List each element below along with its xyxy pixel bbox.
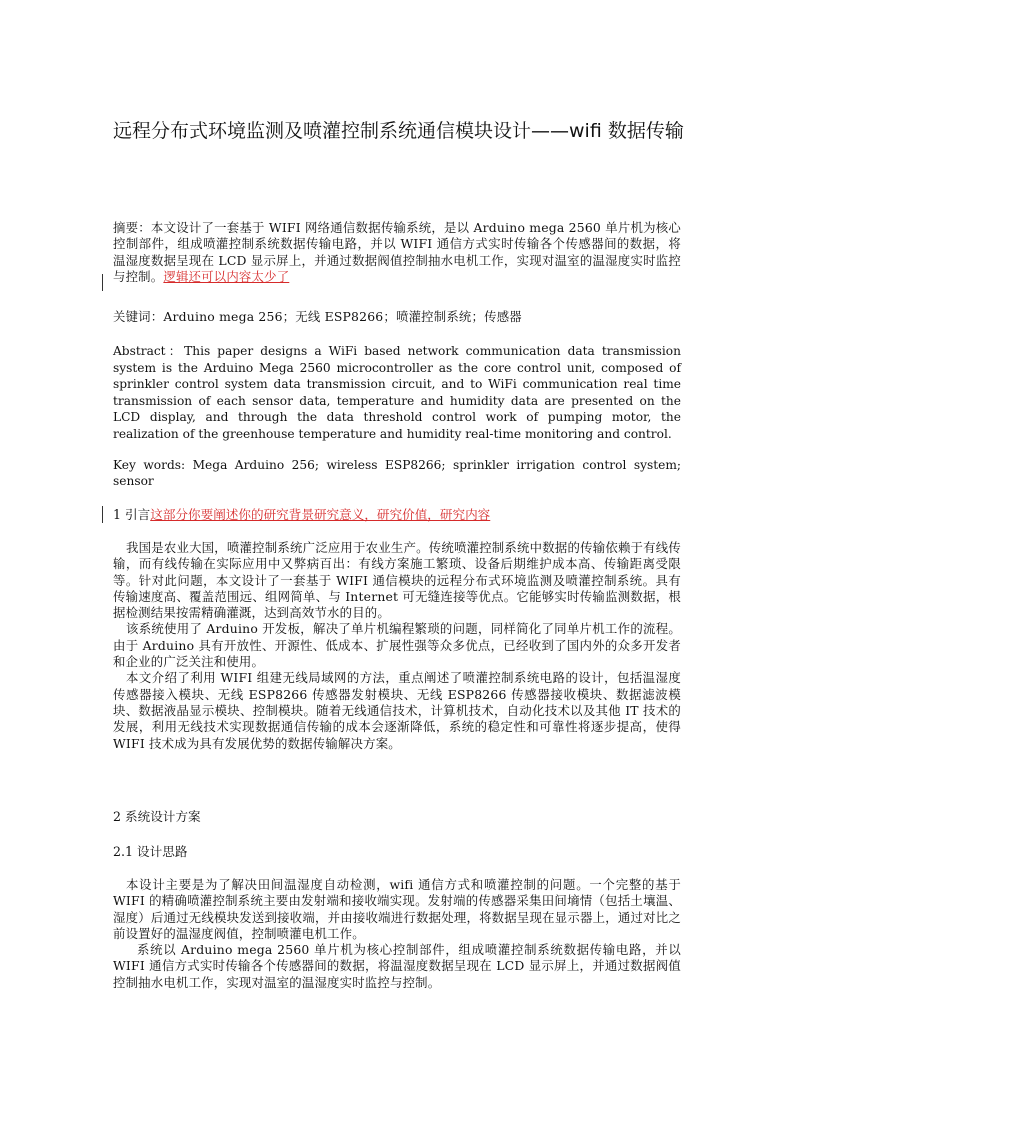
review-comment[interactable]: 这部分你要阐述你的研究背景研究意义，研究价值，研究内容 — [150, 507, 491, 522]
abstract-en: Abstract：This paper designs a WiFi based network communication data transmission system is the Arduino Mega 2560 microcontroller as the core control unit, composed of sprinkler control system data transmission circuit, and to WiFi communication real time transmission of each sensor data, temperature and humidity data are presented on the LCD display, and through the data threshold control work of pumping motor, the realization of the greenhouse temperature and humidity real-time monitoring and control. — [113, 344, 681, 441]
revision-change-bar — [102, 506, 103, 523]
section-1-body — [113, 540, 681, 752]
review-comment[interactable]: 逻辑还可以内容太少了 — [163, 268, 290, 284]
keywords-cn: 关键词：Arduino mega 256；无线 ESP8266；喷灌控制系统；传感器 — [113, 309, 522, 324]
abstract-cn — [113, 220, 681, 285]
paragraph: 本文介绍了利用 WIFI 组建无线局域网的方法，重点阐述了喷灌控制系统电路的设计，包括温湿度传感器接入模块、无线 ESP8266 传感器发射模块、无线 ESP8266 传感器接收模块、数据滤波模块、数据液晶显示模块、控制模块。随着无线通信技术，计算机技术，自动化技术以及其他 IT 技术的发展，利用无线技术实现数据通信传输的成本会逐渐降低，系统的稳定性和可靠性将逐步提高，使得 WIFI 技术成为具有发展优势的数据传输解决方案。 — [113, 670, 681, 751]
keywords-en: Key words: Mega Arduino 256; wireless ESP8266; sprinkler irrigation control system; sensor — [113, 458, 681, 489]
subsection-2-1-body — [113, 877, 681, 991]
subsection-2-1-heading: 2.1 设计思路 — [113, 844, 188, 859]
section-2-heading: 2 系统设计方案 — [113, 809, 201, 824]
revision-change-bar — [102, 274, 103, 291]
paper-title: 远程分布式环境监测及喷灌控制系统通信模块设计——wifi 数据传输 — [113, 120, 684, 142]
section-1-heading — [113, 506, 490, 523]
paragraph: 我国是农业大国，喷灌控制系统广泛应用于农业生产。传统喷灌控制系统中数据的传输依赖于有线传输，而有线传输在实际应用中又弊病百出：有线方案施工繁琐、设备后期维护成本高、传输距离受限等。针对此问题，本文设计了一套基于 WIFI 通信模块的远程分布式环境监测及喷灌控制系统。具有传输速度高、覆盖范围远、组网简单、与 Internet 可无缝连接等优点。它能够实时传输监测数据，根据检测结果按需精确灌溉，达到高效节水的目的。 — [113, 540, 681, 621]
abstract-cn-text: 摘要：本文设计了一套基于 WIFI 网络通信数据传输系统，是以 Arduino mega 2560 单片机为核心控制部件，组成喷灌控制系统数据传输电路，并以 WIFI 通信方式实时传输各个传感器间的数据，将温湿度数据呈现在 LCD 显示屏上，并通过数据阀值控制抽水电机工作，实现对温室的温湿度实时监控与控制。 — [113, 220, 681, 284]
paragraph: 系统以 Arduino mega 2560 单片机为核心控制部件，组成喷灌控制系统数据传输电路，并以 WIFI 通信方式实时传输各个传感器间的数据，将温湿度数据呈现在 LCD 显示屏上，并通过数据阀值控制抽水电机工作，实现对温室的温湿度实时监控与控制。 — [113, 942, 681, 990]
section-1-title: 1 引言 — [113, 507, 151, 522]
paragraph: 该系统使用了 Arduino 开发板，解决了单片机编程繁琐的问题，同样简化了同单片机工作的流程。由于 Arduino 具有开放性、开源性、低成本、扩展性强等众多优点，已经收到了国内外的众多开发者和企业的广泛关注和使用。 — [113, 621, 681, 670]
paragraph: 本设计主要是为了解决田间温湿度自动检测，wifi 通信方式和喷灌控制的问题。一个完整的基于 WIFI 的精确喷灌控制系统主要由发射端和接收端实现。发射端的传感器采集田间墒情（包括土壤温、湿度）后通过无线模块发送到接收端，并由接收端进行数据处理，将数据呈现在显示器上，通过对比之前设置好的温湿度阀值，控制喷灌电机工作。 — [113, 877, 681, 941]
